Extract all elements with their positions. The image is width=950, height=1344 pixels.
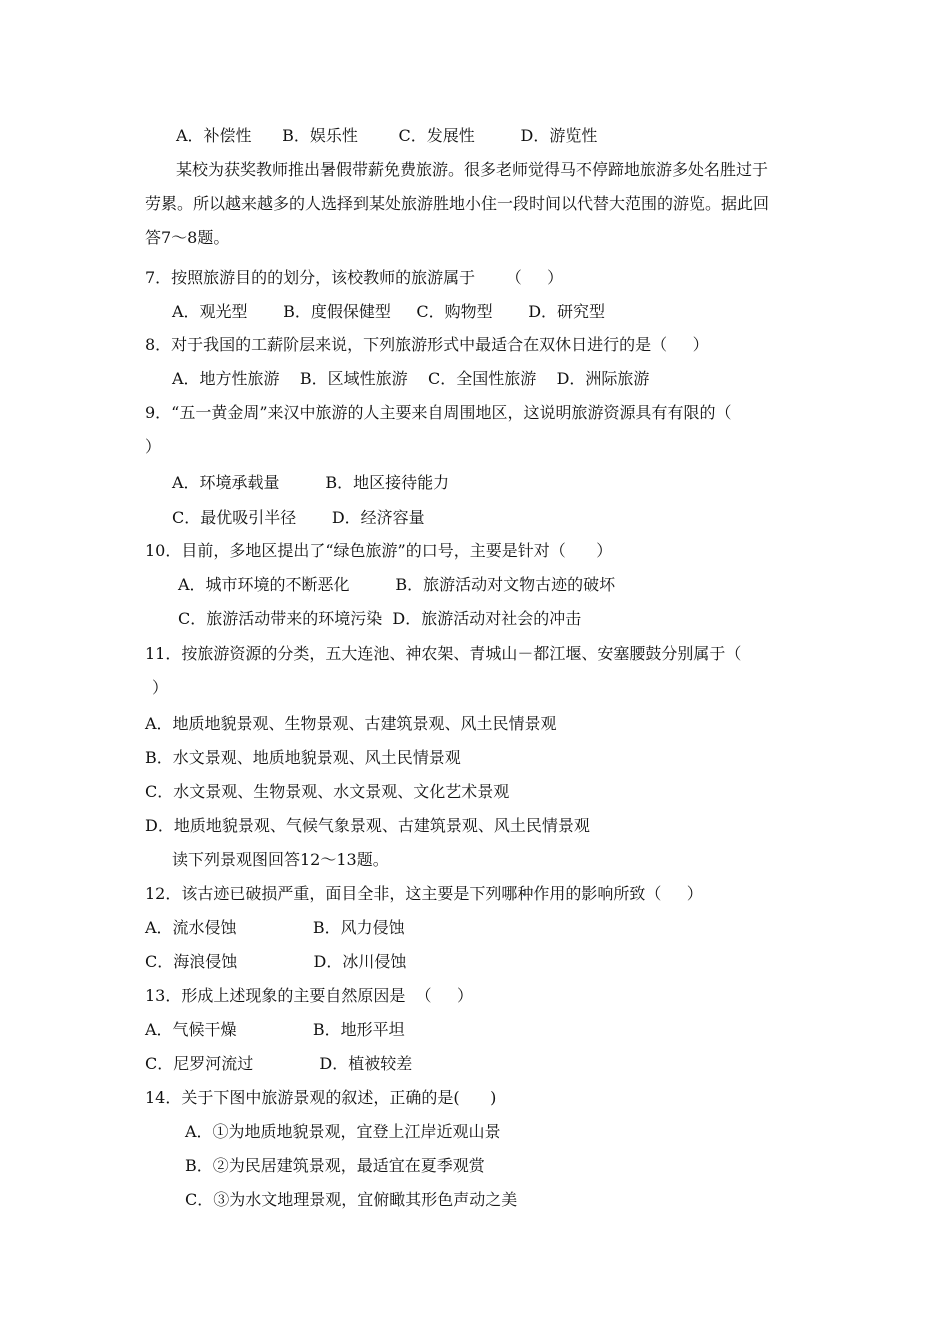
question-14-option-b: B．②为民居建筑景观，最适宜在夏季观赏 (185, 1156, 485, 1175)
question-10: 10．目前，多地区提出了“绿色旅游”的口号，主要是针对（ ） (145, 541, 613, 560)
question-10-options-cd: C．旅游活动带来的环境污染 D．旅游活动对社会的冲击 (178, 609, 582, 628)
question-11-option-c: C．水文景观、生物景观、水文景观、文化艺术景观 (145, 782, 510, 801)
question-7-options: A．观光型 B．度假保健型 C．购物型 D．研究型 (172, 302, 606, 321)
question-7: 7．按照旅游目的的划分，该校教师的旅游属于 （ ） (145, 268, 564, 287)
question-14: 14．关于下图中旅游景观的叙述，正确的是( ) (145, 1088, 497, 1107)
question-11-cont: ） (152, 678, 169, 697)
question-13: 13．形成上述现象的主要自然原因是 （ ） (145, 986, 473, 1005)
question-9: 9．“五一黄金周”来汉中旅游的人主要来自周围地区，这说明旅游资源具有有限的（ (145, 403, 732, 422)
question-12-options-cd: C．海浪侵蚀 D．冰川侵蚀 (145, 952, 407, 971)
question-9-options-cd: C．最优吸引半径 D．经济容量 (172, 508, 425, 527)
question-12: 12．该古迹已破损严重，面目全非，这主要是下列哪种作用的影响所致（ ） (145, 884, 703, 903)
question-11-option-d: D．地质地貌景观、气候气象景观、古建筑景观、风土民情景观 (145, 816, 590, 835)
question-10-options-ab: A．城市环境的不断恶化 B．旅游活动对文物古迹的破坏 (178, 575, 616, 594)
question-11-option-a: A．地质地貌景观、生物景观、古建筑景观、风土民情景观 (145, 714, 557, 733)
passage-line: 劳累。所以越来越多的人选择到某处旅游胜地小住一段时间以代替大范围的游览。据此回 (145, 194, 770, 213)
reading-instruction: 读下列景观图回答12～13题。 (172, 850, 389, 869)
question-9-options-ab: A．环境承载量 B．地区接待能力 (172, 473, 450, 492)
question-8: 8．对于我国的工薪阶层来说，下列旅游形式中最适合在双休日进行的是（ ） (145, 335, 709, 354)
question-14-option-c: C．③为水文地理景观，宜俯瞰其形色声动之美 (185, 1190, 518, 1209)
question-9-cont: ） (145, 437, 162, 456)
passage-line: 某校为获奖教师推出暑假带薪免费旅游。很多老师觉得马不停蹄地旅游多处名胜过于 (176, 160, 769, 179)
question-14-option-a: A．①为地质地貌景观，宜登上江岸近观山景 (185, 1122, 501, 1141)
passage-line: 答7～8题。 (145, 228, 230, 247)
q6-options: A．补偿性 B．娱乐性 C．发展性 D．游览性 (176, 126, 598, 145)
question-11: 11．按旅游资源的分类，五大连池、神农架、青城山－都江堰、安塞腰鼓分别属于（ (145, 644, 742, 663)
question-12-options-ab: A．流水侵蚀 B．风力侵蚀 (145, 918, 405, 937)
question-11-option-b: B．水文景观、地质地貌景观、风土民情景观 (145, 748, 461, 767)
question-13-options-cd: C．尼罗河流过 D．植被较差 (145, 1054, 413, 1073)
question-8-options: A．地方性旅游 B．区域性旅游 C．全国性旅游 D．洲际旅游 (172, 369, 650, 388)
question-13-options-ab: A．气候干燥 B．地形平坦 (145, 1020, 405, 1039)
